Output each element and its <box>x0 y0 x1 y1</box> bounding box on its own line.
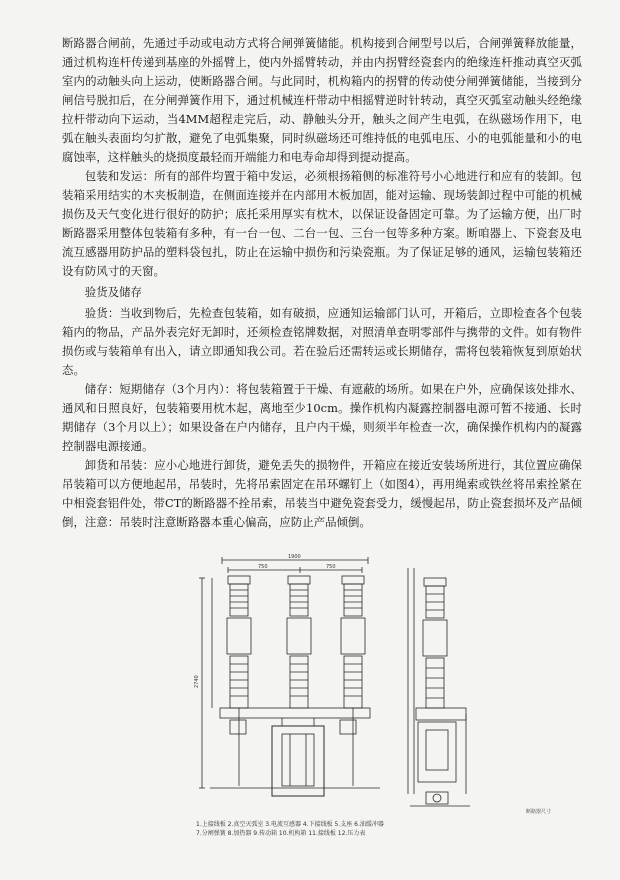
dim-b-label: 750 <box>326 564 336 570</box>
dim-height-label: 2740 <box>194 675 200 688</box>
dim-a-label: 750 <box>258 564 268 570</box>
body-text <box>62 34 582 532</box>
pole-left <box>227 576 251 786</box>
figure-caption <box>196 820 436 838</box>
side-view-label: 断路器尺寸 <box>526 809 552 815</box>
base-frame <box>210 708 380 796</box>
paragraph-mechanism: 断路器合闸前，先通过手动或电动方式将合闸弹簧储能。机构接到合闸型号以后，合闸弹簧释放能量，通过机构连杆传递到基座的外摇臂上，使内外摇臂转动，并由内拐臂经瓷套内的绝缘连杆推动真空灭弧室内的动触头向上运动，使断路器合闸。与此同时，机构箱内的拐臂的传动使分闸弹簧储能，当接到分闸信号脱扣后，在分闸弹簧作用下，通过机械连杆带动中相摇臂逆时针转动，真空灭弧室动触头经绝缘拉杆带动向下运动，当4MM超程走完后，动、静触头分开，触头之间产生电弧，在纵磁场作用下，电弧在触头表面均匀扩散，避免了电弧集聚，同时纵磁场还可维持低的电弧电压、小的电弧能量和小的电腐蚀率，这样触头的烧损度最轻而开端能力和电寿命却得到提动提高。 <box>62 36 582 164</box>
caption-line-1: 1.上接线板 2.真空灭弧室 3.电流互感器 4.下接线板 5.支座 6.油缓冲器 <box>196 821 384 828</box>
dimension-lines <box>199 557 368 788</box>
paragraph-storage: 储存：短期储存（3个月内）：将包装箱置于干燥、有遮蔽的场所。如果在户外，应确保该处排水、通风和日照良好，包装箱要用枕木起，离地至少10cm。操作机构内凝露控制器电源可暂不接通、长时期储存（3个月以上）；如果设备在户内储存，且户内干燥，则须半年检查一次，确保操作机构内的凝露控制器电源接通。 <box>62 382 582 453</box>
section-heading: 验货及储存 <box>84 285 143 299</box>
breaker-drawing <box>190 548 595 846</box>
pole-right <box>341 576 365 786</box>
caption-line-2: 7.分闸弹簧 8.加热器 9.传动箱 10.机构箱 11.接线板 12.压力表 <box>196 830 366 837</box>
dim-total-label: 1900 <box>288 554 301 560</box>
side-view <box>408 568 470 806</box>
pole-middle <box>287 576 311 708</box>
paragraph-packaging: 包装和发运：所有的部件均置于箱中发运，必须根扬箱侧的标准符号小心地进行和应有的装卸。包装箱采用结实的木夹板制造，在侧面连接并在内部用木板加固，能对运输、现场装卸过程中可能的机械损伤及天气变化进行很好的防护；底托采用厚实有枕木，以保证设备固定可靠。为了运输方便，出厂时断路器采用整体包装箱有多种，有一台一包、二台一包、三台一包等多种方案。断咱器上、下瓷套及电流互感器用防护品的塑料袋包扎，防止在运输中损伤和污染瓷瓶。为了保证足够的通风，运输包装箱还设有防风寸的天窗。 <box>62 169 582 278</box>
paragraph-lifting: 卸货和吊装：应小心地进行卸货，避免丢失的损物件，开箱应在接近安装场所进行，其位置应确保吊装箱可以方便地起吊，吊装时，先将吊索固定在吊环螺钉上（如图4），再用绳索或铁丝将吊索拴紧在中相瓷套铝件处，带CT的断路器不拴吊索，吊装当中避免瓷套受力，缓慢起吊，防止瓷套损坏及产品倾倒，注意：吊装时注意断路器本重心偏高，应防止产品倾倒。 <box>62 458 582 529</box>
paragraph-inspection: 验货：当收到物后，先检查包装箱，如有破损，应通知运输部门认可，开箱后，立即检查各个包装箱内的物品，产品外表完好无卸时，还须检查铭牌数据，对照清单查明零部件与携带的文件。如有物件损伤或与装箱单有出入，请立即通知我公司。若在验后还需转运或长期储存，需将包装箱恢复到原始状态。 <box>62 306 582 377</box>
